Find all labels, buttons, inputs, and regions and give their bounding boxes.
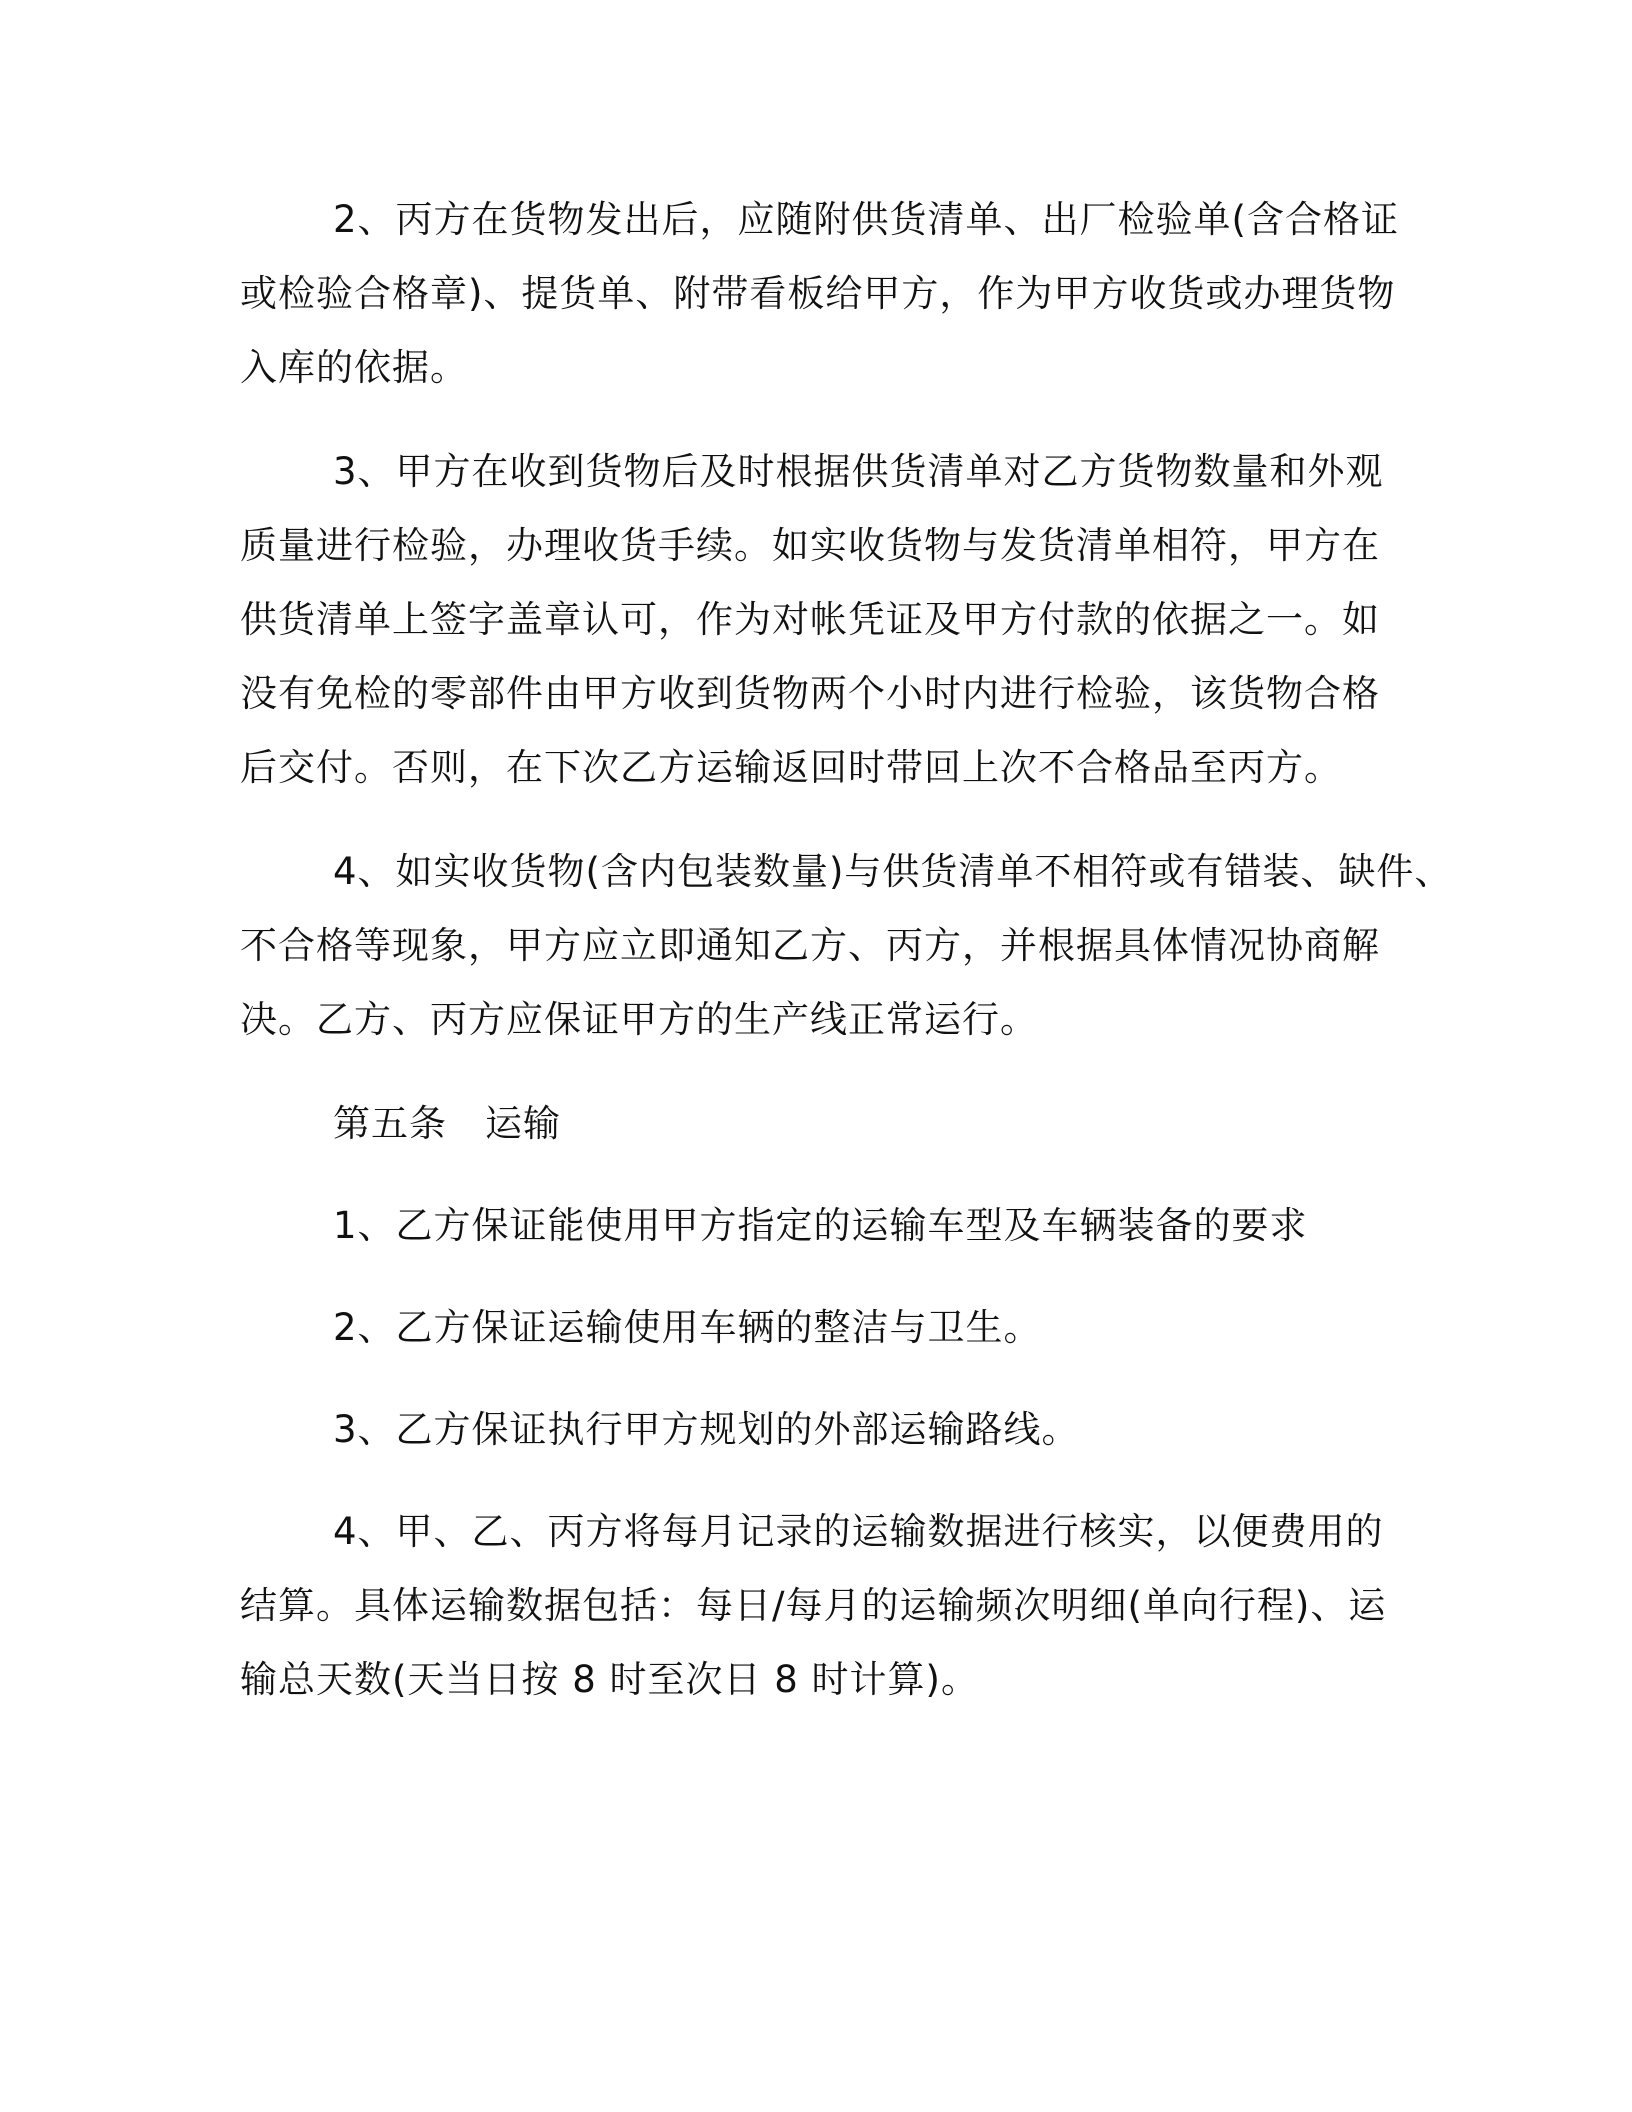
transport-item-1: 1、乙方保证能使用甲方指定的运输车型及车辆装备的要求 xyxy=(333,1204,1308,1247)
transport-item-3: 3、乙方保证执行甲方规划的外部运输路线。 xyxy=(333,1408,1080,1451)
section-heading: 第五条 运输 xyxy=(333,1102,561,1145)
paragraph-3-line-2: 不合格等现象，甲方应立即通知乙方、丙方，并根据具体情况协商解 xyxy=(240,924,1380,967)
paragraph-1-line-1: 2、丙方在货物发出后，应随附供货清单、出厂检验单(含合格证 xyxy=(333,198,1399,241)
paragraph-2-line-3: 供货清单上签字盖章认可，作为对帐凭证及甲方付款的依据之一。如 xyxy=(240,598,1380,641)
transport-item-4-line-3: 输总天数(天当日按 8 时至次日 8 时计算)。 xyxy=(240,1658,979,1701)
transport-item-2: 2、乙方保证运输使用车辆的整洁与卫生。 xyxy=(333,1306,1042,1349)
paragraph-2-line-1: 3、甲方在收到货物后及时根据供货清单对乙方货物数量和外观 xyxy=(333,450,1384,493)
paragraph-2-line-5: 后交付。否则，在下次乙方运输返回时带回上次不合格品至丙方。 xyxy=(240,746,1342,789)
paragraph-1-line-2: 或检验合格章)、提货单、附带看板给甲方，作为甲方收货或办理货物 xyxy=(240,272,1396,315)
paragraph-3-line-1: 4、如实收货物(含内包装数量)与供货清单不相符或有错装、缺件、 xyxy=(333,850,1453,893)
paragraph-3-line-3: 决。乙方、丙方应保证甲方的生产线正常运行。 xyxy=(240,998,1038,1041)
transport-item-4-line-2: 结算。具体运输数据包括：每日/每月的运输频次明细(单向行程)、运 xyxy=(240,1584,1387,1627)
paragraph-2-line-4: 没有免检的零部件由甲方收到货物两个小时内进行检验，该货物合格 xyxy=(240,672,1380,715)
transport-item-4-line-1: 4、甲、乙、丙方将每月记录的运输数据进行核实，以便费用的 xyxy=(333,1510,1384,1553)
paragraph-1-line-3: 入库的依据。 xyxy=(240,346,468,389)
paragraph-2-line-2: 质量进行检验，办理收货手续。如实收货物与发货清单相符，甲方在 xyxy=(240,524,1380,567)
